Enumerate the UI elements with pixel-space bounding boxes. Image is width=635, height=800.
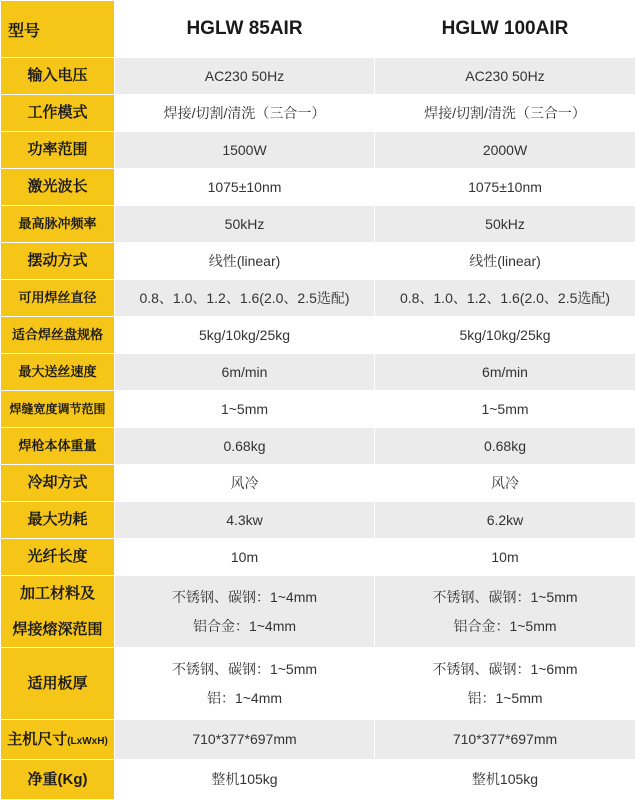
row-value-1	[115, 391, 375, 428]
table-row	[1, 317, 635, 354]
table-row	[1, 720, 635, 760]
row-value-1	[115, 465, 375, 502]
row-value-2	[375, 95, 635, 132]
table-row	[1, 206, 635, 243]
value-line: AC230 50Hz	[115, 67, 374, 86]
row-label: 最大送丝速度	[1, 354, 115, 391]
table-row	[1, 502, 635, 539]
table-row	[1, 760, 635, 800]
row-label: 最大功耗	[1, 502, 115, 539]
row-value-2	[375, 576, 635, 648]
row-value-2	[375, 354, 635, 391]
table-row	[1, 465, 635, 502]
row-value-1	[115, 539, 375, 576]
table-row	[1, 280, 635, 317]
row-value-2	[375, 465, 635, 502]
row-label: 激光波长	[1, 169, 115, 206]
row-label: 摆动方式	[1, 243, 115, 280]
value-line: 2000W	[375, 141, 635, 160]
row-label: 光纤长度	[1, 539, 115, 576]
row-label: 适用板厚	[1, 648, 115, 720]
table-row	[1, 539, 635, 576]
value-line: 线性(linear)	[115, 252, 374, 271]
value-line: 10m	[375, 548, 635, 567]
value-line: 整机105kg	[375, 770, 635, 789]
row-value-2	[375, 132, 635, 169]
table-header-row	[1, 1, 635, 58]
table-row-materials	[1, 576, 635, 648]
row-value-2	[375, 58, 635, 95]
row-value-1	[115, 576, 375, 648]
row-value-1	[115, 169, 375, 206]
table-row	[1, 243, 635, 280]
row-value-2	[375, 169, 635, 206]
row-value-2	[375, 206, 635, 243]
value-line: 风冷	[375, 474, 635, 493]
row-label: 焊缝宽度调节范围	[1, 391, 115, 428]
row-value-1	[115, 760, 375, 800]
row-value-2	[375, 391, 635, 428]
table-row	[1, 169, 635, 206]
table-row	[1, 58, 635, 95]
value-line: 0.8、1.0、1.2、1.6(2.0、2.5选配)	[375, 289, 635, 308]
value-line: 4.3kw	[115, 511, 374, 530]
row-value-1	[115, 280, 375, 317]
row-value-1	[115, 206, 375, 243]
row-value-2	[375, 760, 635, 800]
value-line: 710*377*697mm	[375, 730, 635, 749]
row-value-2	[375, 720, 635, 760]
value-line: 710*377*697mm	[115, 730, 374, 749]
value-line: 5kg/10kg/25kg	[375, 326, 635, 345]
row-label: 最高脉冲频率	[1, 206, 115, 243]
value-line: 不锈钢、碳钢：1~4mm	[115, 588, 374, 607]
row-value-1	[115, 58, 375, 95]
table-row	[1, 132, 635, 169]
row-label: 焊枪本体重量	[1, 428, 115, 465]
value-line: AC230 50Hz	[375, 67, 635, 86]
value-line: 不锈钢、碳钢：1~5mm	[115, 660, 374, 679]
row-value-1	[115, 95, 375, 132]
table-row	[1, 391, 635, 428]
value-line: 整机105kg	[115, 770, 374, 789]
value-line: 1~5mm	[115, 400, 374, 419]
value-line: 铝：1~4mm	[115, 689, 374, 708]
value-line: 不锈钢、碳钢：1~5mm	[375, 588, 635, 607]
value-line: 6m/min	[115, 363, 374, 382]
row-value-2	[375, 648, 635, 720]
value-line: 不锈钢、碳钢：1~6mm	[375, 660, 635, 679]
value-line: 铝合金：1~4mm	[115, 617, 374, 636]
row-value-2	[375, 428, 635, 465]
row-value-1	[115, 354, 375, 391]
table-row	[1, 354, 635, 391]
value-line: 50kHz	[375, 215, 635, 234]
row-value-2	[375, 243, 635, 280]
value-line: 焊接/切割/清洗（三合一）	[115, 104, 374, 123]
value-line: 1075±10nm	[375, 178, 635, 197]
row-label: 输入电压	[1, 58, 115, 95]
row-label: 可用焊丝直径	[1, 280, 115, 317]
value-line: 铝：1~5mm	[375, 689, 635, 708]
value-line: 0.68kg	[375, 437, 635, 456]
value-line: 5kg/10kg/25kg	[115, 326, 374, 345]
table-row	[1, 428, 635, 465]
row-label: 冷却方式	[1, 465, 115, 502]
value-line: 10m	[115, 548, 374, 567]
row-value-1	[115, 648, 375, 720]
row-label: 净重(Kg)	[1, 760, 115, 800]
value-line: 1075±10nm	[115, 178, 374, 197]
row-value-1	[115, 243, 375, 280]
value-line: 焊接/切割/清洗（三合一）	[375, 104, 635, 123]
table-row-thickness	[1, 648, 635, 720]
value-line: 6m/min	[375, 363, 635, 382]
row-value-2	[375, 539, 635, 576]
row-value-1	[115, 720, 375, 760]
table-row	[1, 95, 635, 132]
value-line: 50kHz	[115, 215, 374, 234]
row-label-sub: (LxWxH)	[67, 736, 108, 747]
row-label: 功率范围	[1, 132, 115, 169]
value-line: 1500W	[115, 141, 374, 160]
row-label: 适合焊丝盘规格	[1, 317, 115, 354]
row-label-line-2: 焊接熔深范围	[1, 621, 114, 639]
row-value-1	[115, 317, 375, 354]
value-line: 风冷	[115, 474, 374, 493]
row-label	[1, 720, 115, 760]
value-line: 线性(linear)	[375, 252, 635, 271]
row-label-line-1: 加工材料及	[20, 585, 95, 602]
row-value-1	[115, 502, 375, 539]
value-line: 0.68kg	[115, 437, 374, 456]
value-line: 0.8、1.0、1.2、1.6(2.0、2.5选配)	[115, 289, 374, 308]
header-model-1: HGLW 85AIR	[115, 1, 375, 58]
row-value-2	[375, 502, 635, 539]
header-label-cell: 型号	[1, 1, 115, 58]
row-label: 工作模式	[1, 95, 115, 132]
header-model-2: HGLW 100AIR	[375, 1, 635, 58]
row-value-2	[375, 317, 635, 354]
row-label	[1, 576, 115, 648]
value-line: 1~5mm	[375, 400, 635, 419]
row-value-1	[115, 428, 375, 465]
row-value-2	[375, 280, 635, 317]
row-label-text: 主机尺寸	[7, 731, 67, 748]
row-value-1	[115, 132, 375, 169]
value-line: 铝合金：1~5mm	[375, 617, 635, 636]
value-line: 6.2kw	[375, 511, 635, 530]
